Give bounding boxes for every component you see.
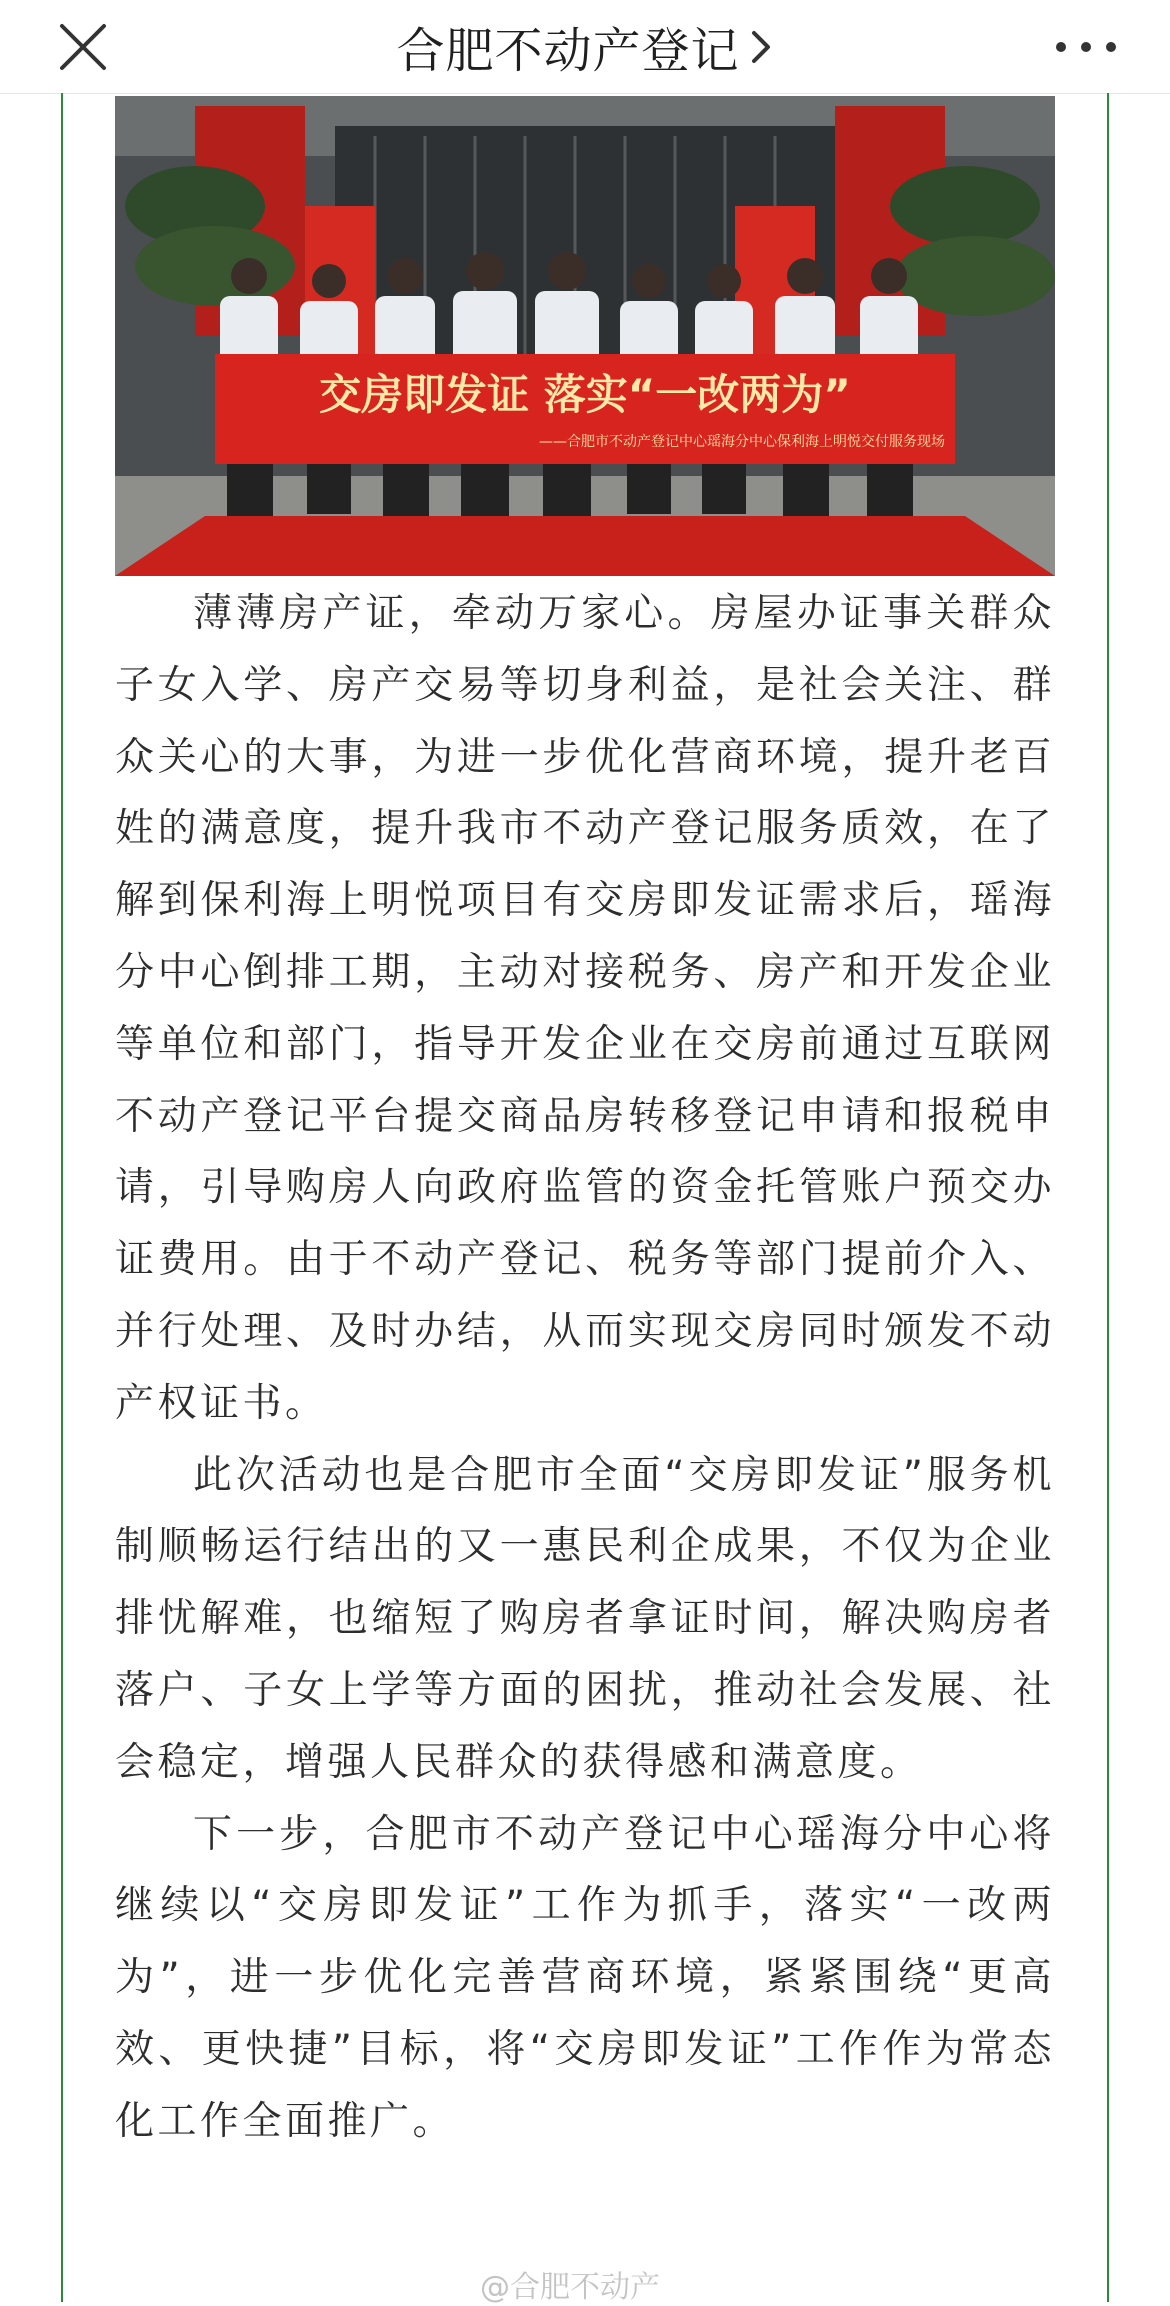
banner-sub-text: ——合肥市不动产登记中心瑶海分中心保利海上明悦交付服务现场 [539, 433, 945, 450]
chevron-right-icon [748, 27, 774, 67]
event-photo [115, 96, 1055, 576]
article-paragraph: 薄薄房产证，牵动万家心。房屋办证事关群众子女入学、房产交易等切身利益，是社会关注、群众关心的大事，为进一步优化营商环境，提升老百姓的满意度，提升我市不动产登记服务质效，在了解到保利海上明悦项目有交房即发证需求后，瑶海分中心倒排工期，主动对接税务、房产和开发企业等单位和部门，指导开发企业在交房前通过互联网不动产登记平台提交商品房转移登记申请和报税申请，引导购房人向政府监管的资金托管账户预交办证费用。由于不动产登记、税务等部门提前介入、并行处理、及时办结，从而实现交房同时颁发不动产权证书。 [115, 578, 1055, 1440]
article-paragraph: 此次活动也是合肥市全面“交房即发证”服务机制顺畅运行结出的又一惠民利企成果，不仅为企业排忧解难，也缩短了购房者拿证时间，解决购房者落户、子女上学等方面的困扰，推动社会发展、社会稳定，增强人民群众的获得感和满意度。 [115, 1440, 1055, 1799]
account-title-link[interactable] [0, 0, 1170, 93]
article-body [115, 578, 1055, 2158]
more-horizontal-icon[interactable] [1056, 22, 1116, 72]
article-paragraph: 下一步，合肥市不动产登记中心瑶海分中心将继续以“交房即发证”工作为抓手，落实“一改两为”，进一步优化完善营商环境，紧紧围绕“更高效、更快捷”目标，将“交房即发证”工作作为常态化工作全面推广。 [115, 1799, 1055, 2158]
banner-main-text: 交房即发证 落实“一改两为” [319, 370, 851, 419]
article-frame-left [61, 93, 63, 2302]
page-title: 合肥不动产登记 [396, 12, 739, 81]
article-frame-right [1107, 93, 1109, 2302]
top-bar [0, 0, 1170, 94]
weibo-watermark: @合肥不动产 [480, 2262, 660, 2306]
